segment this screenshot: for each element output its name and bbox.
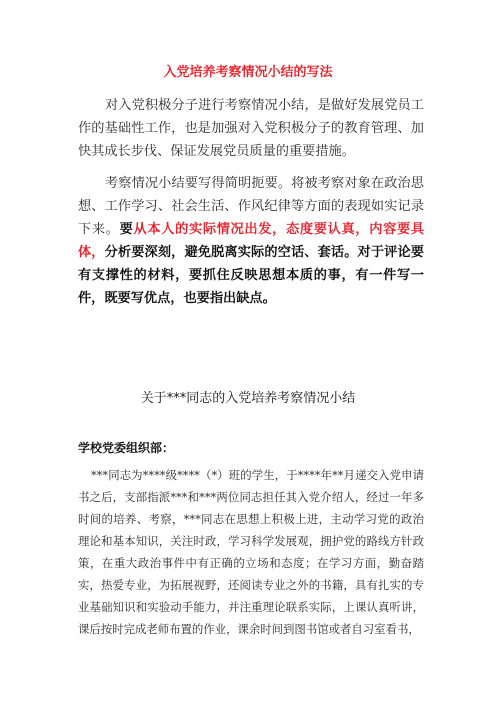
sample-body: ***同志为****级****（*）班的学生，于****年**月递交入党申请书之后，支部指派***和***两位同志担任其入党介绍人，经过一年多时间的培养、考察，***同志在思想上积极上进，主动学习党的政治理论和基本知识，关注时政，学习科学发展观，拥护党的路线方针政策，在重大政治事件中有正确的立场和态度；在学习方面，勤奋踏实，热爱专业，为拓展视野，还阅读专业之外的书籍，具有扎实的专业基础知识和实验动手能力，并注重理论联系实际，上课认真听讲，课后按时完成老师布置的作业，课余时间到图书馆或者自习室看书， [78,468,424,636]
document-title: 入党培养考察情况小结的写法 [163,65,333,80]
sample-title: 关于***同志的入党培养考察情况小结 [140,391,356,406]
intro-paragraph-2-bold: 分析要深刻，避免脱离实际的空话、套话。对于评论要有支撑性的材料，要抓住反映思想本质的事，有一件写一件，既要写优点，也要指出缺点。 [78,245,424,306]
intro-paragraph-2-plain: 考察情况小结要写得简明扼要。将被考察对象在政治思想、工作学习、社会生活、作风纪律等方面的表现如实记录下来。 [78,176,424,237]
intro-paragraph-2-lead: 要 [119,222,134,237]
intro-paragraph-1: 对入党积极分子进行考察情况小结，是做好发展党员工作的基础性工作，也是加强对入党积极分子的教育管理、加快其成长步伐、保证发展党员质量的重要措施。 [78,98,424,159]
intro-paragraph-2-emphasis: 从本人的实际情况出发，态度要认真，内容要具体， [78,222,425,260]
sample-greeting: 学校党委组织部： [78,441,175,455]
intro-paragraph-2 [78,172,424,310]
